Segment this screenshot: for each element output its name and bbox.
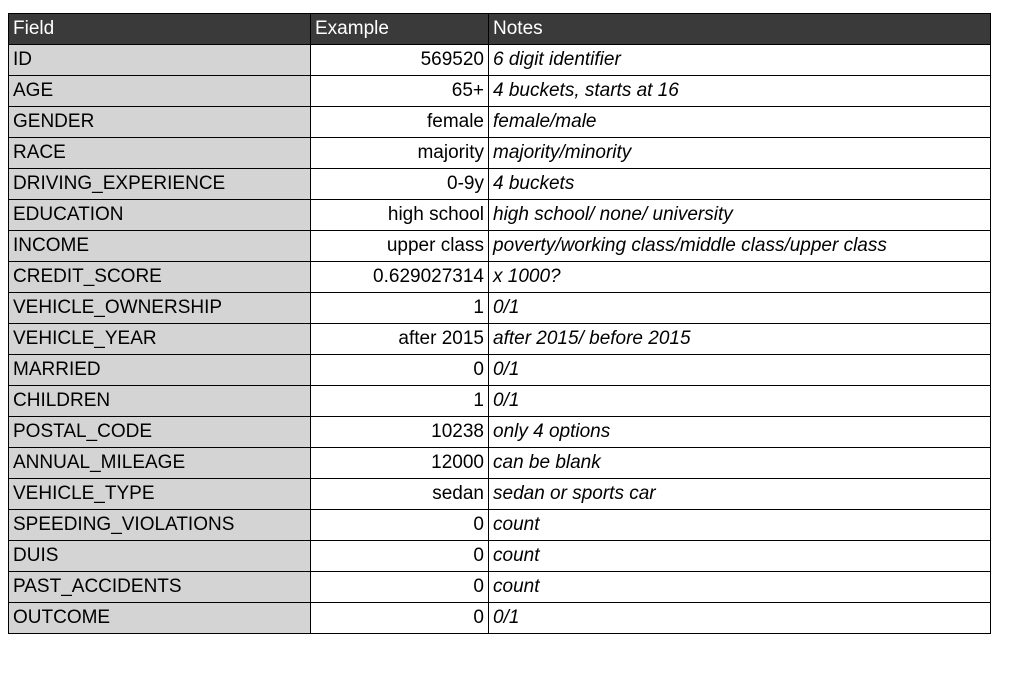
header-example: Example [311,14,489,45]
table-row [9,541,991,572]
example-cell: sedan [311,479,489,510]
example-cell: majority [311,138,489,169]
notes-cell: 4 buckets, starts at 16 [489,76,991,107]
table-row [9,107,991,138]
notes-cell: 0/1 [489,386,991,417]
example-cell: 0 [311,572,489,603]
example-cell: 0 [311,355,489,386]
data-dictionary-table [8,13,991,634]
example-cell: 0 [311,541,489,572]
header-notes: Notes [489,14,991,45]
table-row [9,262,991,293]
table-row [9,448,991,479]
example-cell: female [311,107,489,138]
example-cell: 0-9y [311,169,489,200]
field-cell: VEHICLE_YEAR [9,324,311,355]
field-cell: INCOME [9,231,311,262]
example-cell: 12000 [311,448,489,479]
table-body [9,45,991,634]
notes-cell: 4 buckets [489,169,991,200]
notes-cell: poverty/working class/middle class/upper class [489,231,991,262]
notes-cell: can be blank [489,448,991,479]
field-cell: MARRIED [9,355,311,386]
example-cell: 1 [311,386,489,417]
example-cell: 0 [311,510,489,541]
field-cell: VEHICLE_OWNERSHIP [9,293,311,324]
table-row [9,510,991,541]
table-row [9,324,991,355]
example-cell: 1 [311,293,489,324]
table-header [9,14,991,45]
table-row [9,76,991,107]
field-cell: PAST_ACCIDENTS [9,572,311,603]
notes-cell: count [489,572,991,603]
table-row [9,603,991,634]
header-row [9,14,991,45]
table-row [9,355,991,386]
table-row [9,479,991,510]
field-cell: EDUCATION [9,200,311,231]
notes-cell: only 4 options [489,417,991,448]
table-row [9,169,991,200]
table-row [9,45,991,76]
notes-cell: 0/1 [489,293,991,324]
example-cell: 0.629027314 [311,262,489,293]
table-row [9,386,991,417]
field-cell: DUIS [9,541,311,572]
notes-cell: 6 digit identifier [489,45,991,76]
table-row [9,293,991,324]
field-cell: ANNUAL_MILEAGE [9,448,311,479]
notes-cell: x 1000? [489,262,991,293]
example-cell: 65+ [311,76,489,107]
example-cell: upper class [311,231,489,262]
field-cell: RACE [9,138,311,169]
field-cell: CHILDREN [9,386,311,417]
field-cell: AGE [9,76,311,107]
example-cell: 10238 [311,417,489,448]
field-cell: SPEEDING_VIOLATIONS [9,510,311,541]
table-row [9,572,991,603]
notes-cell: female/male [489,107,991,138]
field-cell: GENDER [9,107,311,138]
header-field: Field [9,14,311,45]
example-cell: after 2015 [311,324,489,355]
data-dictionary-table-wrapper [8,13,991,634]
notes-cell: sedan or sports car [489,479,991,510]
field-cell: VEHICLE_TYPE [9,479,311,510]
notes-cell: count [489,510,991,541]
notes-cell: 0/1 [489,603,991,634]
example-cell: high school [311,200,489,231]
table-row [9,138,991,169]
notes-cell: 0/1 [489,355,991,386]
notes-cell: high school/ none/ university [489,200,991,231]
example-cell: 569520 [311,45,489,76]
notes-cell: majority/minority [489,138,991,169]
table-row [9,417,991,448]
notes-cell: count [489,541,991,572]
example-cell: 0 [311,603,489,634]
table-row [9,231,991,262]
table-row [9,200,991,231]
notes-cell: after 2015/ before 2015 [489,324,991,355]
field-cell: OUTCOME [9,603,311,634]
field-cell: ID [9,45,311,76]
field-cell: POSTAL_CODE [9,417,311,448]
field-cell: DRIVING_EXPERIENCE [9,169,311,200]
field-cell: CREDIT_SCORE [9,262,311,293]
